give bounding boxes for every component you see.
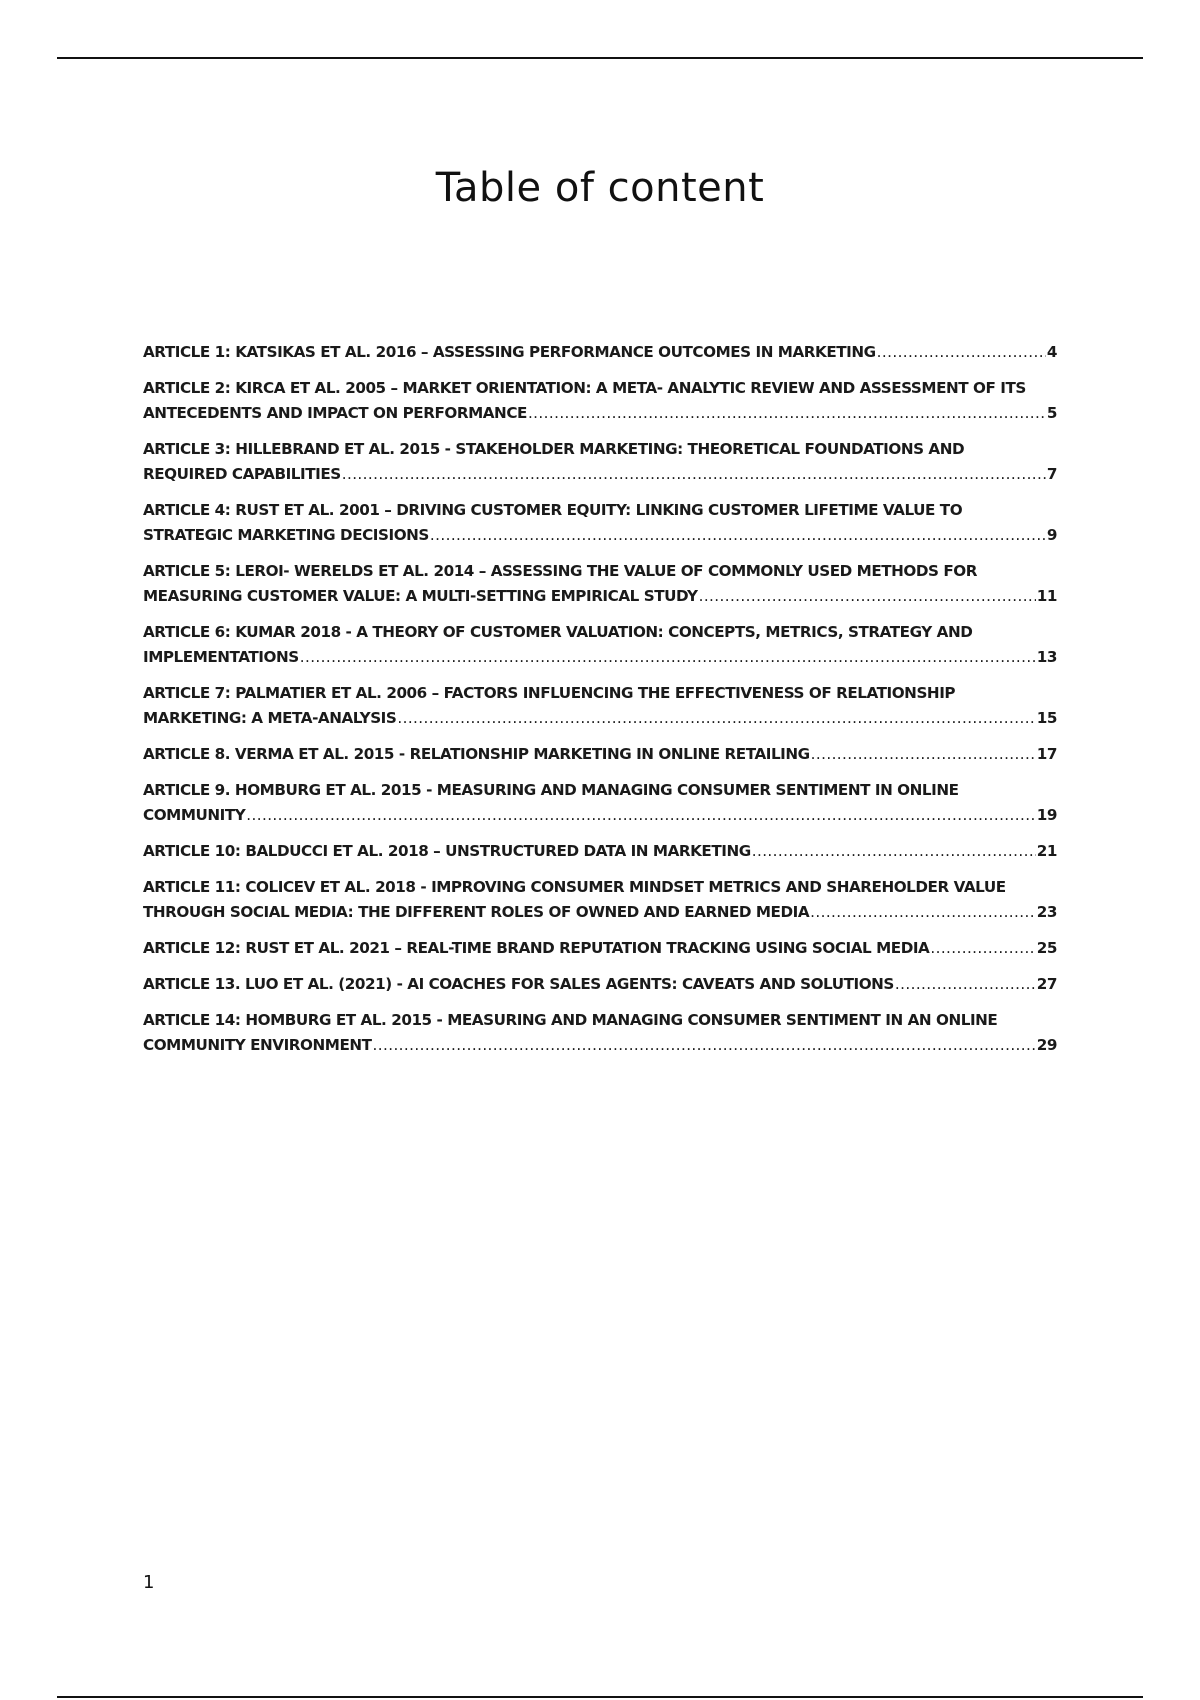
toc-page-number: 15 [1036,709,1057,727]
toc-dot-leader [342,462,1046,487]
toc-entry-title: THROUGH SOCIAL MEDIA: THE DIFFERENT ROLES OF OWNED AND EARNED MEDIA [143,903,810,921]
toc-entry-last-line [143,1033,1057,1058]
toc-entry-last-line [143,972,1057,997]
toc-entry-title: REQUIRED CAPABILITIES [143,465,341,483]
toc-page-number: 19 [1036,806,1057,824]
toc-page-number: 25 [1036,939,1057,957]
toc-entry-title: COMMUNITY [143,806,246,824]
header-rule [57,57,1143,59]
toc-entry-last-line [143,803,1057,828]
toc-entry[interactable] [143,620,1057,670]
toc-entry-title-line: ARTICLE 6: KUMAR 2018 - A THEORY OF CUSTOMER VALUATION: CONCEPTS, METRICS, STRATEGY AND [143,623,973,641]
toc-page-number: 29 [1036,1036,1057,1054]
toc-entry[interactable] [143,839,1057,864]
toc-entry-title: COMMUNITY ENVIRONMENT [143,1036,372,1054]
toc-page-number: 17 [1036,745,1057,763]
toc-entry[interactable] [143,681,1057,731]
toc-entry[interactable] [143,1008,1057,1058]
toc-entry-last-line [143,900,1057,925]
toc-entry[interactable] [143,340,1057,365]
toc-entry-title-line: ARTICLE 2: KIRCA ET AL. 2005 – MARKET ORIENTATION: A META- ANALYTIC REVIEW AND ASSESSMENT OF ITS [143,379,1026,397]
toc-entry-title: MEASURING CUSTOMER VALUE: A MULTI-SETTING EMPIRICAL STUDY [143,587,698,605]
toc-entry-title-line: ARTICLE 9. HOMBURG ET AL. 2015 - MEASURING AND MANAGING CONSUMER SENTIMENT IN ONLINE [143,781,959,799]
toc-page-number: 21 [1036,842,1057,860]
table-of-contents [143,340,1057,1069]
footer-rule [57,1696,1143,1698]
toc-dot-leader [810,900,1036,925]
toc-entry[interactable] [143,742,1057,767]
toc-page-number: 7 [1046,465,1057,483]
toc-page-number: 11 [1036,587,1057,605]
toc-page-number: 5 [1046,404,1057,422]
toc-entry-last-line [143,340,1057,365]
toc-page-number: 9 [1046,526,1057,544]
toc-dot-leader [699,584,1036,609]
toc-page-number: 23 [1036,903,1057,921]
toc-entry-last-line [143,839,1057,864]
toc-dot-leader [752,839,1036,864]
page-number: 1 [143,1572,155,1593]
toc-dot-leader [811,742,1036,767]
toc-entry-last-line [143,742,1057,767]
toc-page-number: 27 [1036,975,1057,993]
page-title: Table of content [435,164,765,211]
toc-entry[interactable] [143,559,1057,609]
toc-entry-title-line: ARTICLE 4: RUST ET AL. 2001 – DRIVING CUSTOMER EQUITY: LINKING CUSTOMER LIFETIME VALUE TO [143,501,963,519]
toc-entry[interactable] [143,498,1057,548]
toc-entry-title: ARTICLE 12: RUST ET AL. 2021 – REAL-TIME BRAND REPUTATION TRACKING USING SOCIAL MEDIA [143,939,930,957]
toc-dot-leader [895,972,1036,997]
toc-entry-last-line [143,936,1057,961]
toc-entry-title-line: ARTICLE 3: HILLEBRAND ET AL. 2015 - STAKEHOLDER MARKETING: THEORETICAL FOUNDATIONS AND [143,440,965,458]
toc-entry-title: ARTICLE 8. VERMA ET AL. 2015 - RELATIONSHIP MARKETING IN ONLINE RETAILING [143,745,810,763]
toc-page-number: 4 [1046,343,1057,361]
toc-dot-leader [373,1033,1036,1058]
toc-dot-leader [397,706,1035,731]
toc-entry-title: ARTICLE 13. LUO ET AL. (2021) - AI COACHES FOR SALES AGENTS: CAVEATS AND SOLUTIONS [143,975,894,993]
toc-dot-leader [877,340,1046,365]
toc-dot-leader [528,401,1046,426]
toc-dot-leader [246,803,1035,828]
toc-entry-title: ANTECEDENTS AND IMPACT ON PERFORMANCE [143,404,527,422]
toc-entry[interactable] [143,437,1057,487]
toc-entry-title-line: ARTICLE 7: PALMATIER ET AL. 2006 – FACTORS INFLUENCING THE EFFECTIVENESS OF RELATIONSHIP [143,684,956,702]
toc-entry[interactable] [143,875,1057,925]
toc-entry-title: IMPLEMENTATIONS [143,648,299,666]
toc-entry-last-line [143,645,1057,670]
toc-dot-leader [430,523,1046,548]
toc-entry[interactable] [143,376,1057,426]
toc-entry-title-line: ARTICLE 5: LEROI- WERELDS ET AL. 2014 – ASSESSING THE VALUE OF COMMONLY USED METHODS FOR [143,562,978,580]
toc-entry[interactable] [143,936,1057,961]
toc-entry-title: ARTICLE 10: BALDUCCI ET AL. 2018 – UNSTRUCTURED DATA IN MARKETING [143,842,751,860]
toc-entry-last-line [143,523,1057,548]
toc-entry[interactable] [143,972,1057,997]
toc-dot-leader [300,645,1036,670]
toc-entry-last-line [143,584,1057,609]
toc-entry-title: ARTICLE 1: KATSIKAS ET AL. 2016 – ASSESSING PERFORMANCE OUTCOMES IN MARKETING [143,343,876,361]
toc-entry-last-line [143,401,1057,426]
toc-entry-last-line [143,706,1057,731]
toc-entry-title-line: ARTICLE 14: HOMBURG ET AL. 2015 - MEASURING AND MANAGING CONSUMER SENTIMENT IN AN ONLINE [143,1011,998,1029]
toc-entry-title: STRATEGIC MARKETING DECISIONS [143,526,429,544]
toc-entry-last-line [143,462,1057,487]
toc-dot-leader [930,936,1035,961]
toc-page-number: 13 [1036,648,1057,666]
toc-entry-title: MARKETING: A META-ANALYSIS [143,709,397,727]
toc-entry[interactable] [143,778,1057,828]
toc-entry-title-line: ARTICLE 11: COLICEV ET AL. 2018 - IMPROVING CONSUMER MINDSET METRICS AND SHAREHOLDER VALUE [143,878,1006,896]
